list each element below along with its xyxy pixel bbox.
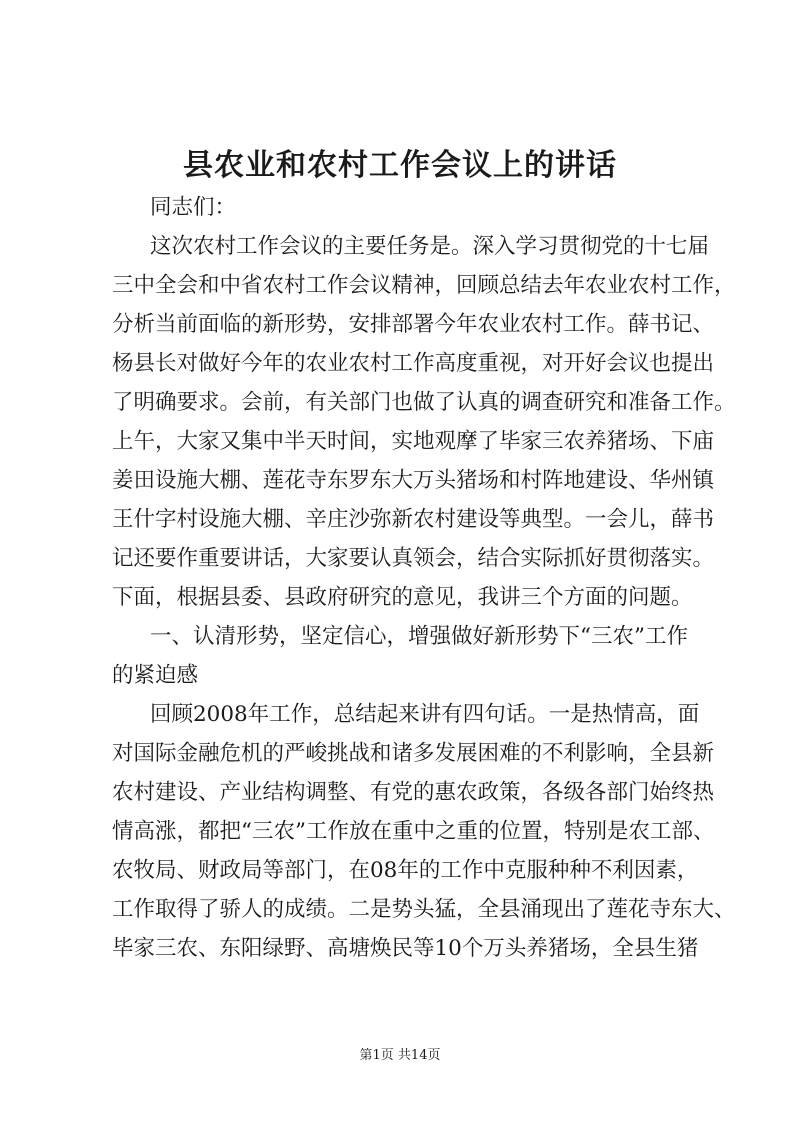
- paragraph-line: 王什字村设施大棚、辛庄沙弥新农村建设等典型。一会儿，薛书: [112, 507, 715, 532]
- paragraph-line: 毕家三农、东阳绿野、高塘焕民等10个万头养猪场，全县生猪: [112, 936, 699, 961]
- section-heading: 一、认清形势，坚定信心，增强做好新形势下“三农”工作: [150, 624, 688, 649]
- page-footer: 第1页 共14页: [359, 1048, 441, 1063]
- paragraph-line: 回顾2008年工作，总结起来讲有四句话。一是热情高，面: [150, 702, 700, 727]
- paragraph-line: 对国际金融危机的严峻挑战和诸多发展困难的不利影响，全县新: [112, 741, 715, 766]
- paragraph-line: 情高涨，都把“三农”工作放在重中之重的位置，特别是农工部、: [112, 819, 715, 844]
- paragraph-line: 农村建设、产业结构调整、有党的惠农政策，各级各部门始终热: [112, 780, 715, 805]
- paragraph-line: 分析当前面临的新形势，安排部署今年农业农村工作。薛书记、: [112, 312, 715, 337]
- paragraph-line: 了明确要求。会前，有关部门也做了认真的调查研究和准备工作。: [112, 390, 736, 415]
- paragraph-line: 农牧局、财政局等部门，在08年的工作中克服种种不利因素，: [112, 858, 699, 883]
- paragraph-line: 这次农村工作会议的主要任务是。深入学习贯彻党的十七届: [150, 234, 710, 259]
- section-heading: 的紧迫感: [112, 663, 199, 688]
- paragraph-line: 记还要作重要讲话，大家要认真领会，结合实际抓好贯彻落实。: [112, 546, 715, 571]
- paragraph-line: 下面，根据县委、县政府研究的意见，我讲三个方面的问题。: [112, 585, 693, 610]
- paragraph-line: 杨县长对做好今年的农业农村工作高度重视，对开好会议也提出: [112, 351, 715, 376]
- paragraph-line: 姜田设施大棚、莲花寺东罗东大万头猪场和村阵地建设、华州镇: [112, 468, 715, 493]
- document-title: 县农业和农村工作会议上的讲话: [183, 148, 617, 183]
- paragraph-line: 工作取得了骄人的成绩。二是势头猛，全县涌现出了莲花寺东大、: [112, 897, 736, 922]
- paragraph-line: 上午，大家又集中半天时间，实地观摩了毕家三农养猪场、下庙: [112, 429, 715, 454]
- salutation: 同志们：: [150, 195, 237, 220]
- paragraph-line: 三中全会和中省农村工作会议精神，回顾总结去年农业农村工作，: [112, 273, 736, 298]
